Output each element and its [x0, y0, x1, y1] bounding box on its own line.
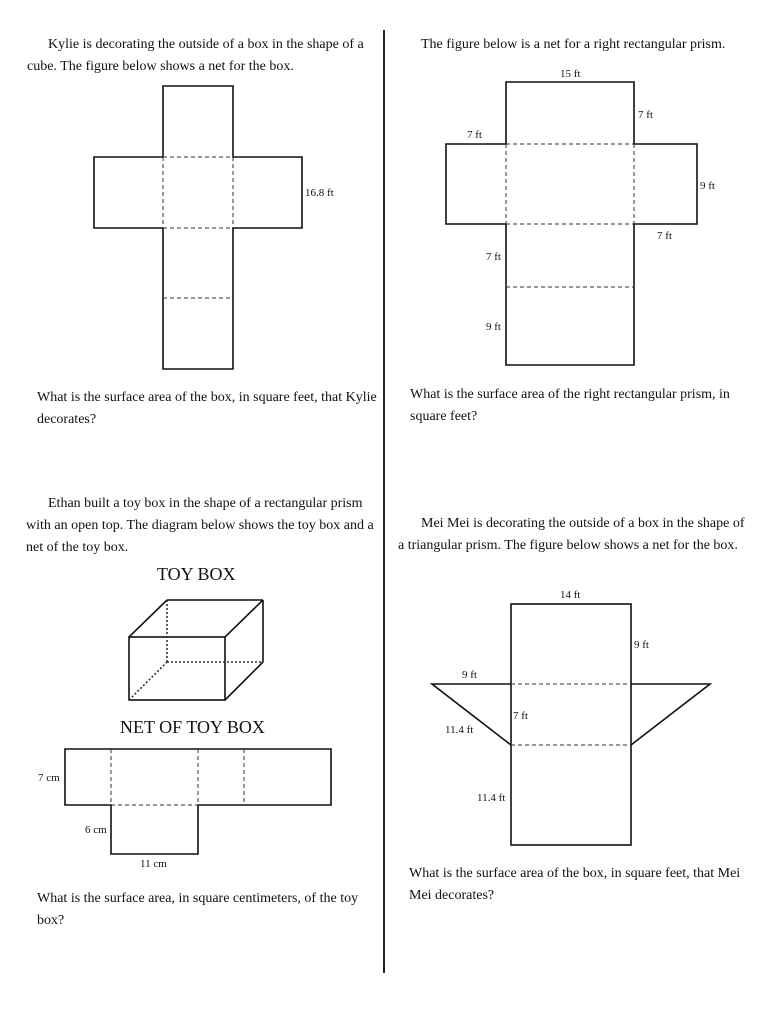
problem3-question: What is the surface area, in square centimeters, of the toy box?: [37, 891, 359, 928]
net-height-label: 7 cm: [38, 772, 60, 784]
problem1-question: What is the surface area of the box, in square feet, that Kylie decorates?: [37, 390, 377, 427]
net-depth-label: 6 cm: [85, 824, 107, 836]
net-of-toy-box-title: NET OF TOY BOX: [120, 717, 265, 737]
problem3-intro: Ethan built a toy box in the shape of a rectangular prism with an open top. The diagram below shows the toy box and a net of the toy box.: [26, 496, 374, 555]
problem4-question: What is the surface area of the box, in square feet, that Mei Mei decorates?: [409, 866, 741, 903]
triangle-slant-label: 11.4 ft: [445, 724, 474, 736]
prism-left-label: 7 ft: [467, 129, 482, 141]
problem4-intro: Mei Mei is decorating the outside of a box in the shape of a triangular prism. The figure below shows a net for the box.: [398, 516, 745, 553]
toy-box-title: TOY BOX: [157, 564, 236, 584]
prism-lower-right-label: 7 ft: [657, 230, 672, 242]
prism-mid-label: 7 ft: [486, 251, 501, 263]
problem2-question: What is the surface area of the right rectangular prism, in square feet?: [410, 387, 730, 424]
tri-prism-top-label: 14 ft: [560, 589, 581, 601]
problem1-intro: Kylie is decorating the outside of a box in the shape of a cube. The figure below shows a net for the box.: [27, 37, 364, 74]
problem2-intro: The figure below is a net for a right rectangular prism.: [421, 37, 726, 52]
cube-side-label: 16.8 ft: [305, 187, 334, 199]
prism-top-right-label: 7 ft: [638, 109, 653, 121]
triangle-height-label: 7 ft: [513, 710, 528, 722]
prism-top-label: 15 ft: [560, 68, 581, 80]
tri-prism-bottom-label: 11.4 ft: [477, 792, 506, 804]
triangle-top-label: 9 ft: [462, 669, 477, 681]
net-length-label: 11 cm: [140, 858, 167, 870]
prism-right-label: 9 ft: [700, 180, 715, 192]
tri-prism-right-label: 9 ft: [634, 639, 649, 651]
prism-bottom-label: 9 ft: [486, 321, 501, 333]
